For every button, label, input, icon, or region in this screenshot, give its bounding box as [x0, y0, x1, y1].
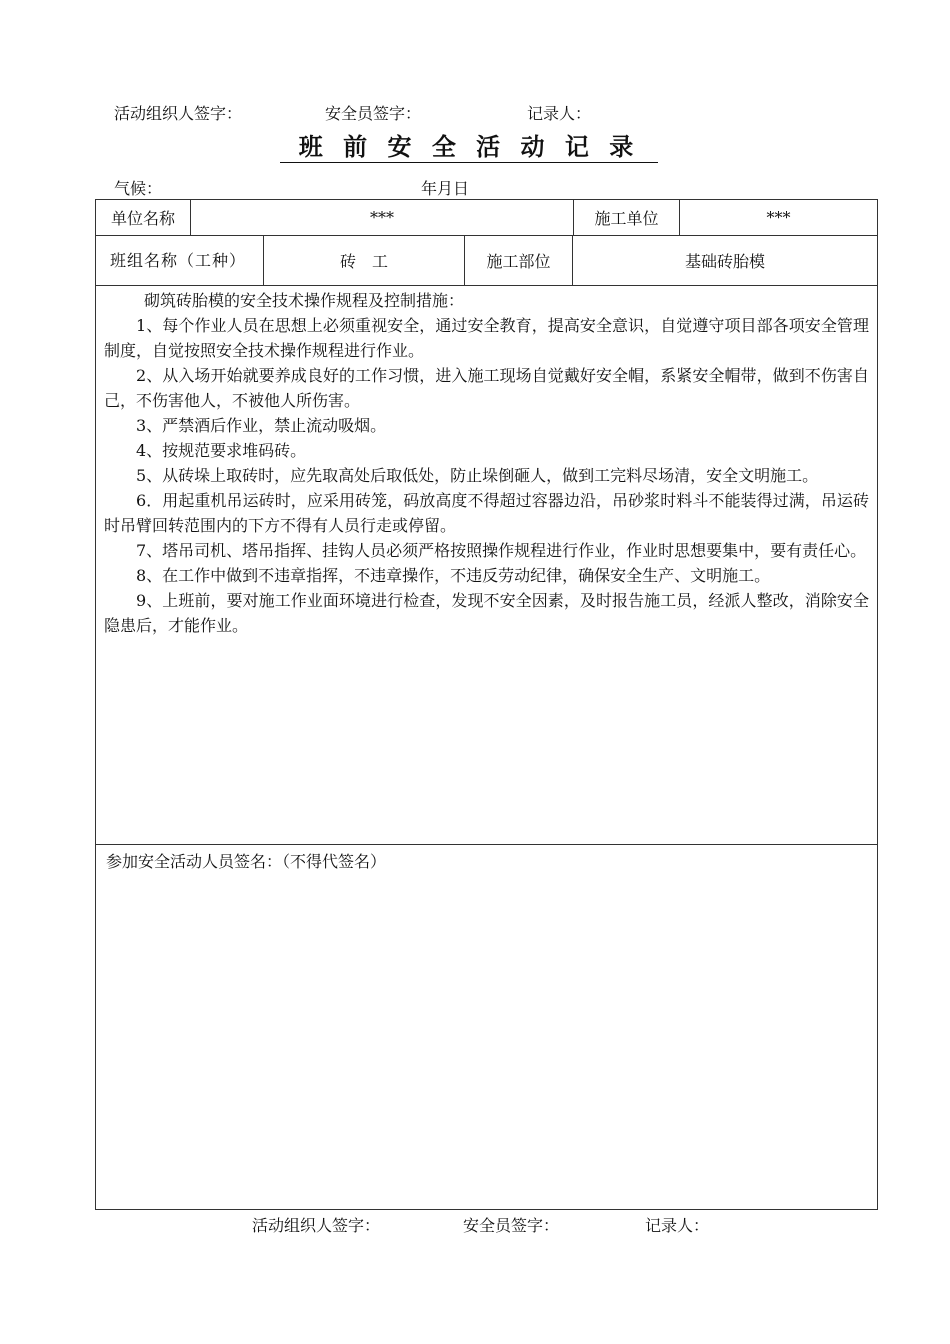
safety-officer-signature-label: 安全员签字：	[463, 1216, 560, 1235]
top-signature-row	[0, 101, 950, 123]
row-divider	[95, 285, 878, 286]
attendance-signature-label: 参加安全活动人员签名：（不得代签名）	[106, 852, 387, 871]
procedure-item: 4、按规范要求堆码砖。	[136, 441, 307, 460]
date-label: 年月日	[421, 179, 470, 198]
construction-unit-value: ***	[766, 208, 791, 227]
organizer-signature-label: 活动组织人签字：	[114, 104, 243, 123]
construction-unit-label: 施工单位	[594, 209, 659, 228]
procedure-item: 9、上班前，要对施工作业面环境进行检查，发现不安全因素，及时报告施工员，经派人整改，消除安全隐患后，才能作业。	[104, 591, 869, 635]
procedure-item: 1、每个作业人员在思想上必须重视安全，通过安全教育，提高安全意识，自觉遵守项目部各项安全管理制度，自觉按照安全技术操作规程进行作业。	[104, 316, 869, 360]
procedure-item: 5、从砖垛上取砖时，应先取高处后取低处，防止垛倒砸人，做到工完料尽场清，安全文明施工。	[136, 466, 819, 485]
unit-name-label: 单位名称	[110, 209, 175, 228]
procedure-item: 7、塔吊司机、塔吊指挥、挂钩人员必须严格按照操作规程进行作业，作业时思想要集中，要有责任心。	[136, 541, 867, 560]
safety-officer-signature-label: 安全员签字：	[325, 104, 422, 123]
procedure-item: 6．用起重机吊运砖时，应采用砖笼，码放高度不得超过容器边沿，吊砂浆时料斗不能装得过满，吊运砖时吊臂回转范围内的下方不得有人员行走或停留。	[104, 491, 869, 535]
page-title: 班 前 安 全 活 动 记 录	[280, 132, 658, 163]
weather-label: 气候：	[114, 179, 163, 198]
procedure-item: 8、在工作中做到不违章指挥，不违章操作，不违反劳动纪律，确保安全生产、文明施工。	[136, 566, 771, 585]
construction-location-value: 基础砖胎模	[684, 252, 765, 271]
unit-name-value: ***	[370, 208, 394, 227]
procedures-intro: 砌筑砖胎模的安全技术操作规程及控制措施：	[144, 291, 465, 310]
construction-location-label: 施工部位	[486, 252, 551, 271]
recorder-label: 记录人：	[527, 104, 592, 123]
recorder-label: 记录人：	[645, 1216, 710, 1235]
procedure-item: 3、严禁酒后作业，禁止流动吸烟。	[136, 416, 387, 435]
procedure-item: 2、从入场开始就要养成良好的工作习惯，进入施工现场自觉戴好安全帽，系紧安全帽带，做到不伤害自己，不伤害他人，不被他人所伤害。	[104, 366, 869, 410]
organizer-signature-label: 活动组织人签字：	[252, 1216, 381, 1235]
team-name-label: 班组名称（工种）	[110, 250, 247, 270]
safety-procedures-content	[104, 288, 869, 638]
bottom-signature-row	[0, 1213, 950, 1235]
team-name-value: 砖 工	[339, 252, 388, 271]
row-divider	[95, 844, 878, 845]
